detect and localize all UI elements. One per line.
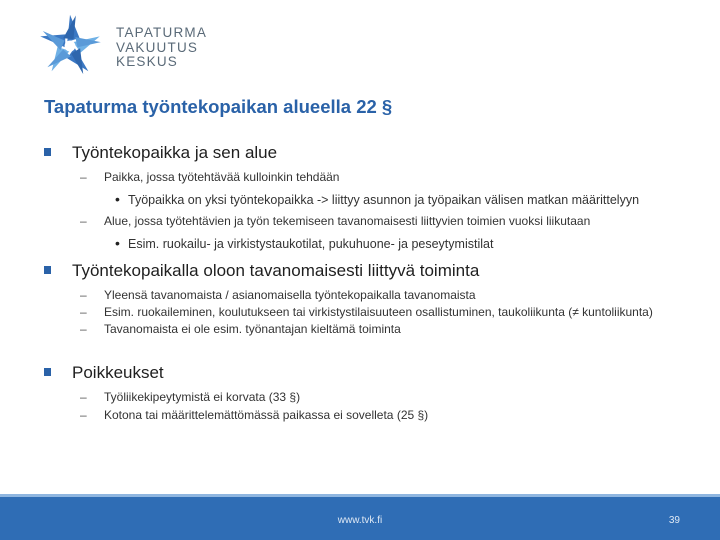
list-item: [44, 390, 704, 405]
dot-bullet-icon: •: [115, 235, 120, 251]
dash-bullet-icon: –: [80, 214, 87, 228]
logo-wordmark: [116, 26, 207, 70]
square-bullet-icon: [44, 368, 51, 376]
logo: [32, 12, 232, 82]
sub-list-item-text: Esim. ruokailu- ja virkistystaukotilat, pukuhuone- ja peseytymistilat: [128, 237, 494, 251]
list-item-text: Esim. ruokaileminen, koulutukseen tai virkistystilaisuuteen osallistuminen, taukoliikunta (≠ kuntoliikunta): [104, 305, 653, 319]
list-item-text: Työliikekipeytymistä ei korvata (33 §): [104, 390, 301, 404]
section-heading-text: Työntekopaikka ja sen alue: [72, 143, 278, 162]
slide-content: [44, 142, 704, 423]
section-heading-1: [44, 142, 704, 164]
sub-list-item-text: Työpaikka on yksi työntekopaikka -> liittyy asunnon ja työpaikan välisen matkan määrittelyyn: [128, 193, 640, 207]
list-item: [44, 305, 704, 320]
dash-bullet-icon: –: [80, 288, 87, 302]
dash-bullet-icon: –: [80, 408, 87, 422]
square-bullet-icon: [44, 148, 51, 156]
section-heading-text: Työntekopaikalla oloon tavanomaisesti liittyvä toiminta: [72, 261, 480, 280]
sub-list-item: [44, 192, 668, 208]
section-heading-3: [44, 362, 704, 384]
dash-bullet-icon: –: [80, 170, 87, 184]
list-item-text: Tavanomaista ei ole esim. työnantajan kieltämä toiminta: [104, 322, 401, 336]
sub-list-item: [44, 236, 704, 252]
list-item: [44, 170, 704, 185]
list-item-text: Alue, jossa työtehtävien ja työn tekemiseen tavanomaisesti liittyvien toimien vuoksi liikutaan: [104, 214, 591, 228]
list-item: [44, 322, 704, 337]
slide-title: Tapaturma työntekopaikan alueella 22 §: [44, 96, 393, 117]
list-item: [44, 288, 704, 303]
dash-bullet-icon: –: [80, 390, 87, 404]
logo-line-2: VAKUUTUS: [116, 39, 199, 55]
star-emblem-icon: [36, 12, 104, 80]
list-item-text: Paikka, jossa työtehtävää kulloinkin tehdään: [104, 170, 340, 184]
dash-bullet-icon: –: [80, 322, 87, 336]
page-number: 39: [668, 515, 680, 526]
list-item: [44, 408, 704, 423]
section-heading-text: Poikkeukset: [72, 363, 164, 382]
logo-line-3: KESKUS: [116, 54, 178, 69]
footer-bar: [0, 494, 720, 540]
list-item-text: Kotona tai määrittelemättömässä paikassa ei sovelleta (25 §): [104, 408, 429, 422]
logo-line-1: TAPATURMA: [116, 25, 208, 40]
square-bullet-icon: [44, 266, 51, 274]
dot-bullet-icon: •: [115, 191, 120, 207]
footer-url: www.tvk.fi: [337, 515, 383, 526]
dash-bullet-icon: –: [80, 305, 87, 319]
list-item-text: Yleensä tavanomaista / asianomaisella työntekopaikalla tavanomaista: [104, 288, 476, 302]
section-heading-2: [44, 260, 704, 282]
list-item: [44, 214, 704, 229]
